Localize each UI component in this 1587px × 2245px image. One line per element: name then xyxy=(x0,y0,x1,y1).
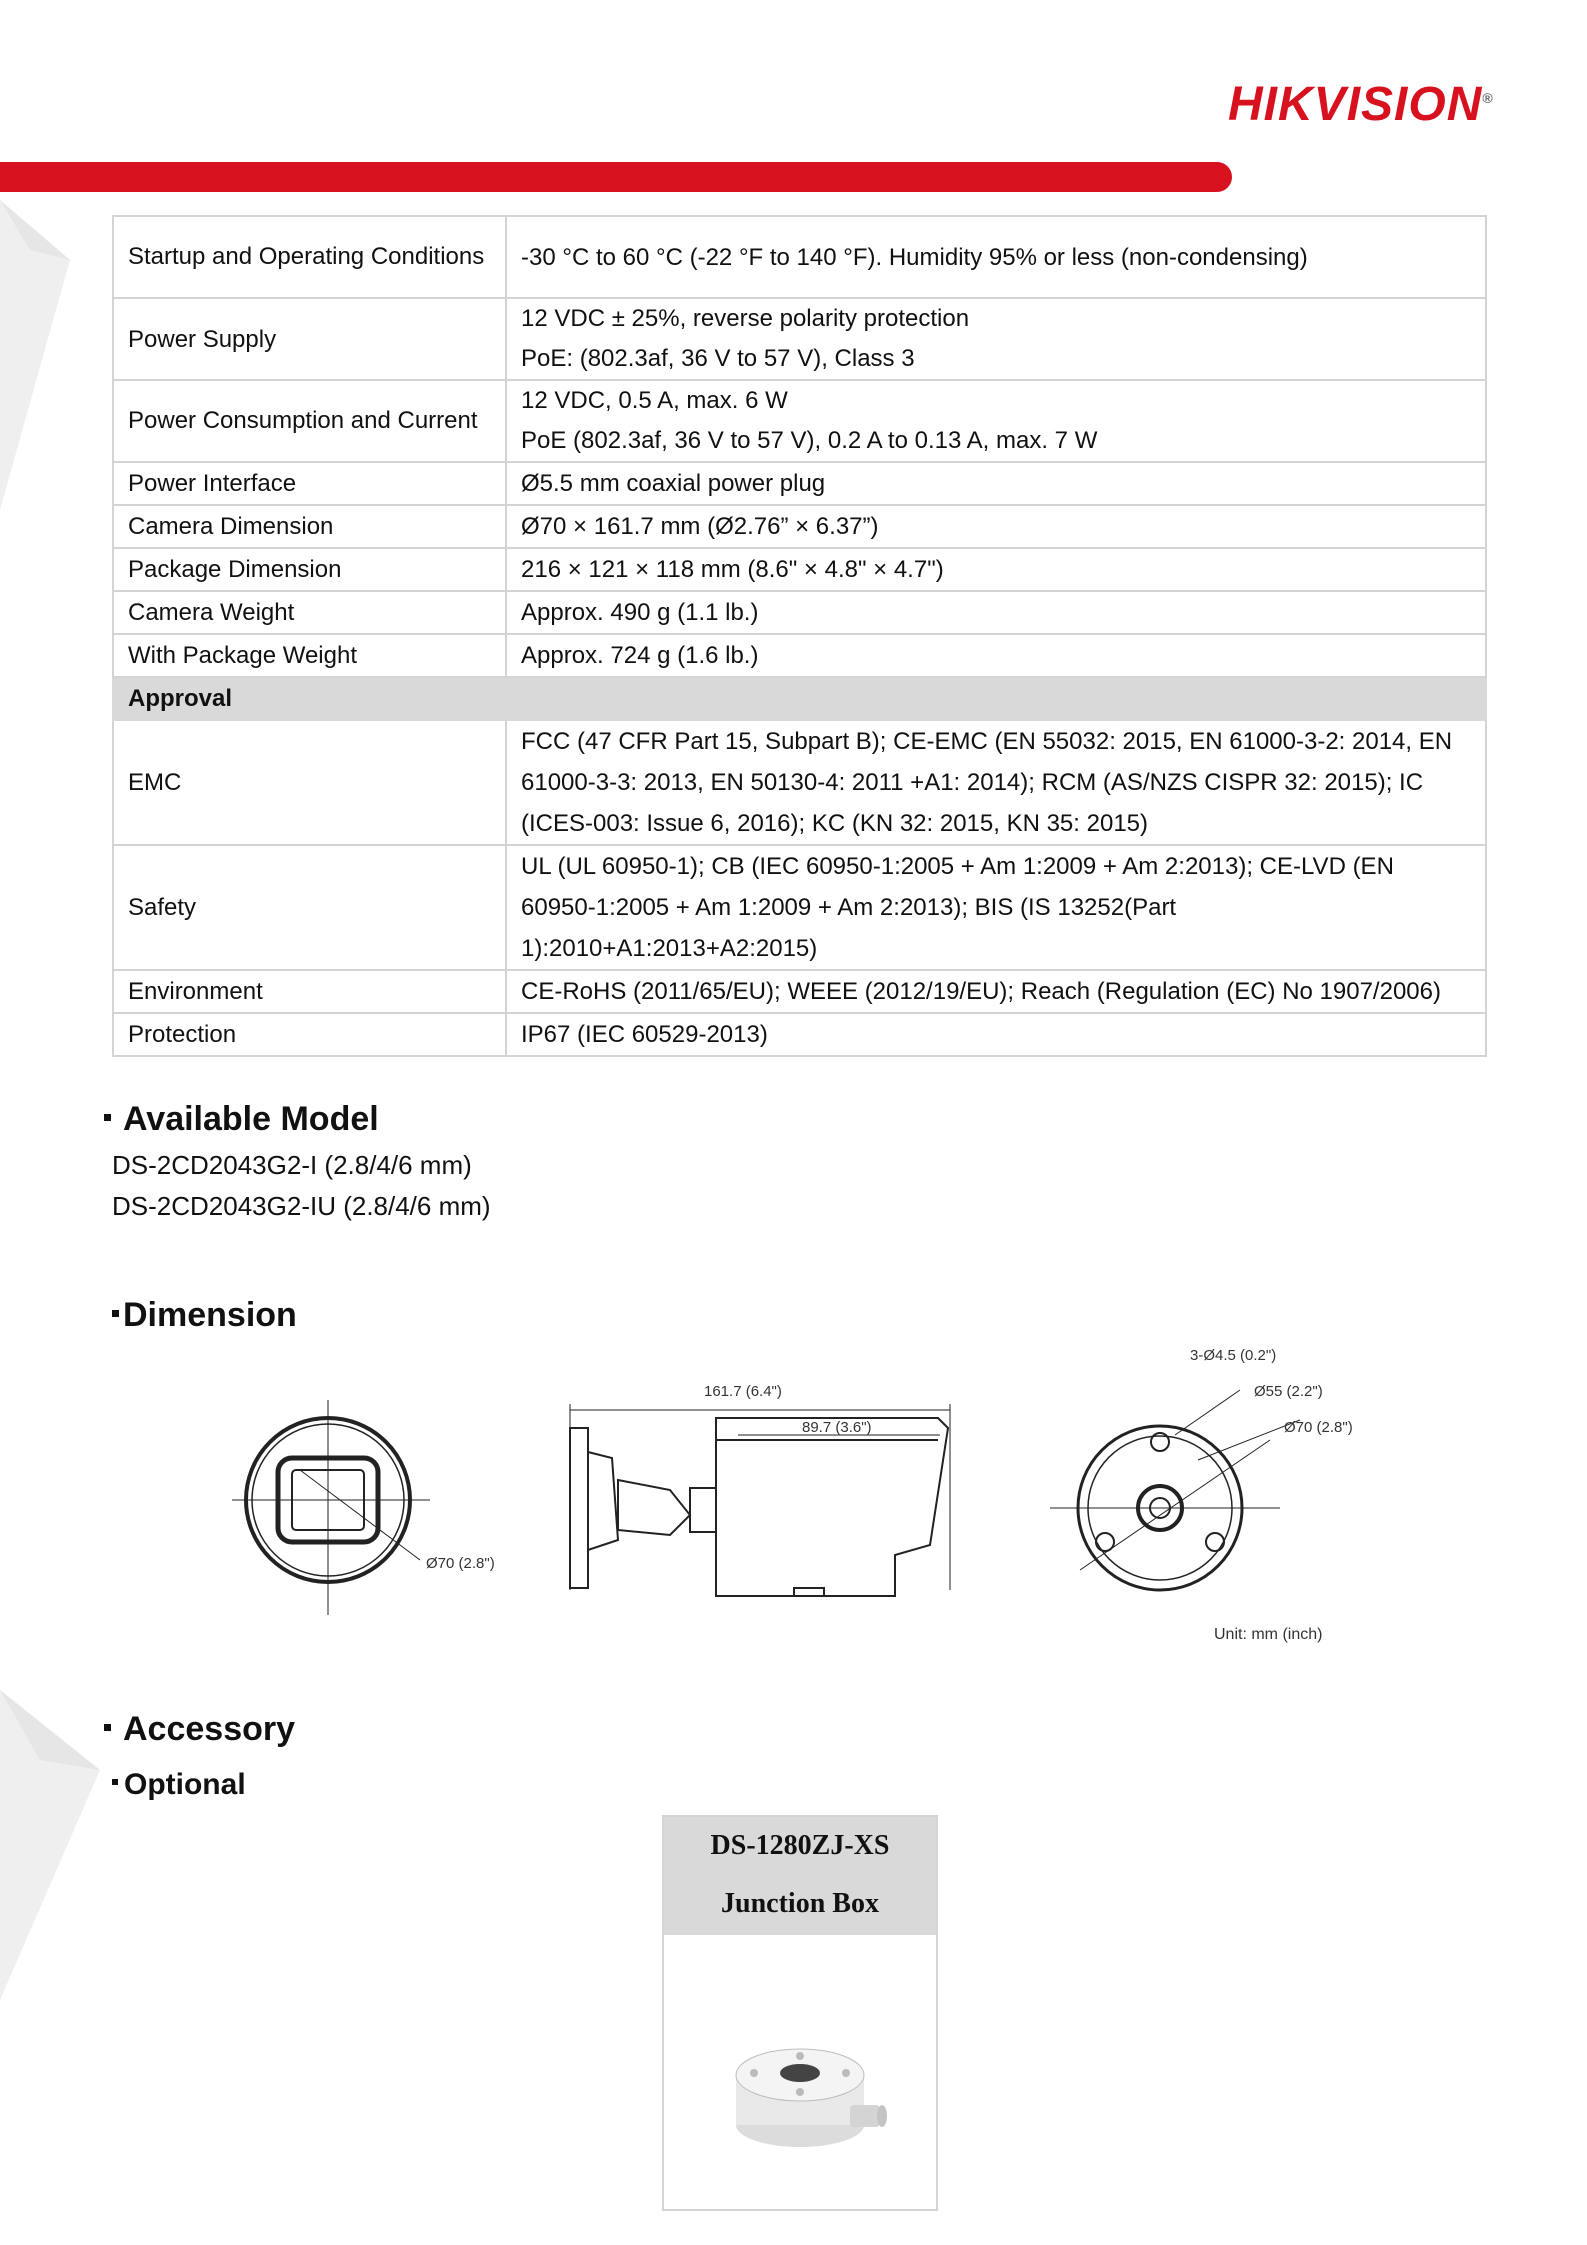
spec-row xyxy=(113,591,1486,634)
mount-diameter-label-1: Ø55 (2.2") xyxy=(1254,1383,1323,1400)
total-length-label: 161.7 (6.4") xyxy=(704,1383,782,1400)
spec-key: Camera Dimension xyxy=(113,505,506,548)
spec-value: Approx. 724 g (1.6 lb.) xyxy=(506,634,1486,677)
spec-key: Safety xyxy=(113,845,506,970)
spec-value: Ø5.5 mm coaxial power plug xyxy=(506,462,1486,505)
specifications-table xyxy=(112,215,1487,1057)
accessory-card-header xyxy=(664,1817,936,1935)
dimension-drawing xyxy=(220,1340,1370,1630)
header-red-bar xyxy=(0,162,1232,192)
accessory-card xyxy=(662,1815,938,2211)
front-diameter-label: Ø70 (2.8") xyxy=(426,1555,495,1572)
spec-value: FCC (47 CFR Part 15, Subpart B); CE-EMC (EN 55032: 2015, EN 61000-3-2: 2014, EN 61000-3-3: 2013, EN 50130-4: 2011 +A1: 2014); RCM (AS/NZS CISPR 32: 2015); IC (ICES-003: Issue 6, 2016); KC (KN 32: 2015, KN 35: 2015) xyxy=(506,720,1486,845)
body-length-label: 89.7 (3.6") xyxy=(802,1419,872,1436)
spec-row xyxy=(113,298,1486,380)
bullet-icon xyxy=(104,1114,111,1121)
model-item: DS-2CD2043G2-IU (2.8/4/6 mm) xyxy=(112,1191,491,1221)
unit-label: Unit: mm (inch) xyxy=(1214,1626,1323,1643)
accessory-name: Junction Box xyxy=(721,1888,879,1919)
dimension-heading: Dimension xyxy=(112,1296,297,1335)
spec-value: IP67 (IEC 60529-2013) xyxy=(506,1013,1486,1056)
spec-key: Camera Weight xyxy=(113,591,506,634)
junction-box-image xyxy=(664,1935,936,2209)
holes-label: 3-Ø4.5 (0.2") xyxy=(1190,1347,1277,1364)
spec-row xyxy=(113,462,1486,505)
side-view-drawing xyxy=(570,1404,950,1596)
approval-title: Approval xyxy=(113,677,1486,720)
spec-value-line: PoE (802.3af, 36 V to 57 V), 0.2 A to 0.13 A, max. 7 W xyxy=(521,427,1098,454)
spec-row xyxy=(113,720,1486,845)
bullet-icon xyxy=(112,1779,118,1785)
spec-value xyxy=(506,298,1486,380)
accessory-heading: Accessory xyxy=(104,1710,295,1749)
spec-value: CE-RoHS (2011/65/EU); WEEE (2012/19/EU); Reach (Regulation (EC) No 1907/2006) xyxy=(506,970,1486,1013)
spec-row xyxy=(113,845,1486,970)
spec-key: Environment xyxy=(113,970,506,1013)
bullet-icon xyxy=(104,1724,111,1731)
decorative-swoosh-bottom xyxy=(0,1690,110,2010)
mount-diameter-label-2: Ø70 (2.8") xyxy=(1284,1419,1353,1436)
model-item: DS-2CD2043G2-I (2.8/4/6 mm) xyxy=(112,1150,472,1180)
spec-row xyxy=(113,970,1486,1013)
spec-value: 216 × 121 × 118 mm (8.6" × 4.8" × 4.7") xyxy=(506,548,1486,591)
spec-key: With Package Weight xyxy=(113,634,506,677)
spec-key: Protection xyxy=(113,1013,506,1056)
approval-section-header xyxy=(113,677,1486,720)
spec-row xyxy=(113,505,1486,548)
spec-row xyxy=(113,1013,1486,1056)
spec-value-line: PoE: (802.3af, 36 V to 57 V), Class 3 xyxy=(521,345,915,372)
hikvision-logo: HIKVISION® xyxy=(1228,78,1494,131)
accessory-model: DS-1280ZJ-XS xyxy=(710,1830,890,1861)
spec-row xyxy=(113,634,1486,677)
spec-row xyxy=(113,380,1486,462)
spec-value: -30 °C to 60 °C (-22 °F to 140 °F). Humidity 95% or less (non-condensing) xyxy=(506,216,1486,298)
spec-row xyxy=(113,216,1486,298)
available-model-heading: Available Model xyxy=(104,1100,379,1139)
spec-value: UL (UL 60950-1); CB (IEC 60950-1:2005 + Am 1:2009 + Am 2:2013); CE-LVD (EN 60950-1:2005 + Am 1:2009 + Am 2:2013); BIS (IS 13252(Part 1):2010+A1:2013+A2:2015) xyxy=(506,845,1486,970)
spec-key: Package Dimension xyxy=(113,548,506,591)
front-view-drawing xyxy=(232,1400,430,1615)
bullet-icon xyxy=(112,1310,119,1317)
rear-view-drawing xyxy=(1050,1390,1300,1590)
spec-value xyxy=(506,380,1486,462)
spec-key: Power Consumption and Current xyxy=(113,380,506,462)
spec-key: Startup and Operating Conditions xyxy=(113,216,506,298)
spec-key: Power Supply xyxy=(113,298,506,380)
optional-subheading: Optional xyxy=(112,1768,246,1802)
spec-value: Approx. 490 g (1.1 lb.) xyxy=(506,591,1486,634)
spec-row xyxy=(113,548,1486,591)
spec-value: Ø70 × 161.7 mm (Ø2.76” × 6.37”) xyxy=(506,505,1486,548)
spec-value-line: 12 VDC, 0.5 A, max. 6 W xyxy=(521,387,788,414)
spec-key: EMC xyxy=(113,720,506,845)
decorative-swoosh-top xyxy=(0,190,90,520)
spec-value-line: 12 VDC ± 25%, reverse polarity protection xyxy=(521,305,970,332)
spec-key: Power Interface xyxy=(113,462,506,505)
